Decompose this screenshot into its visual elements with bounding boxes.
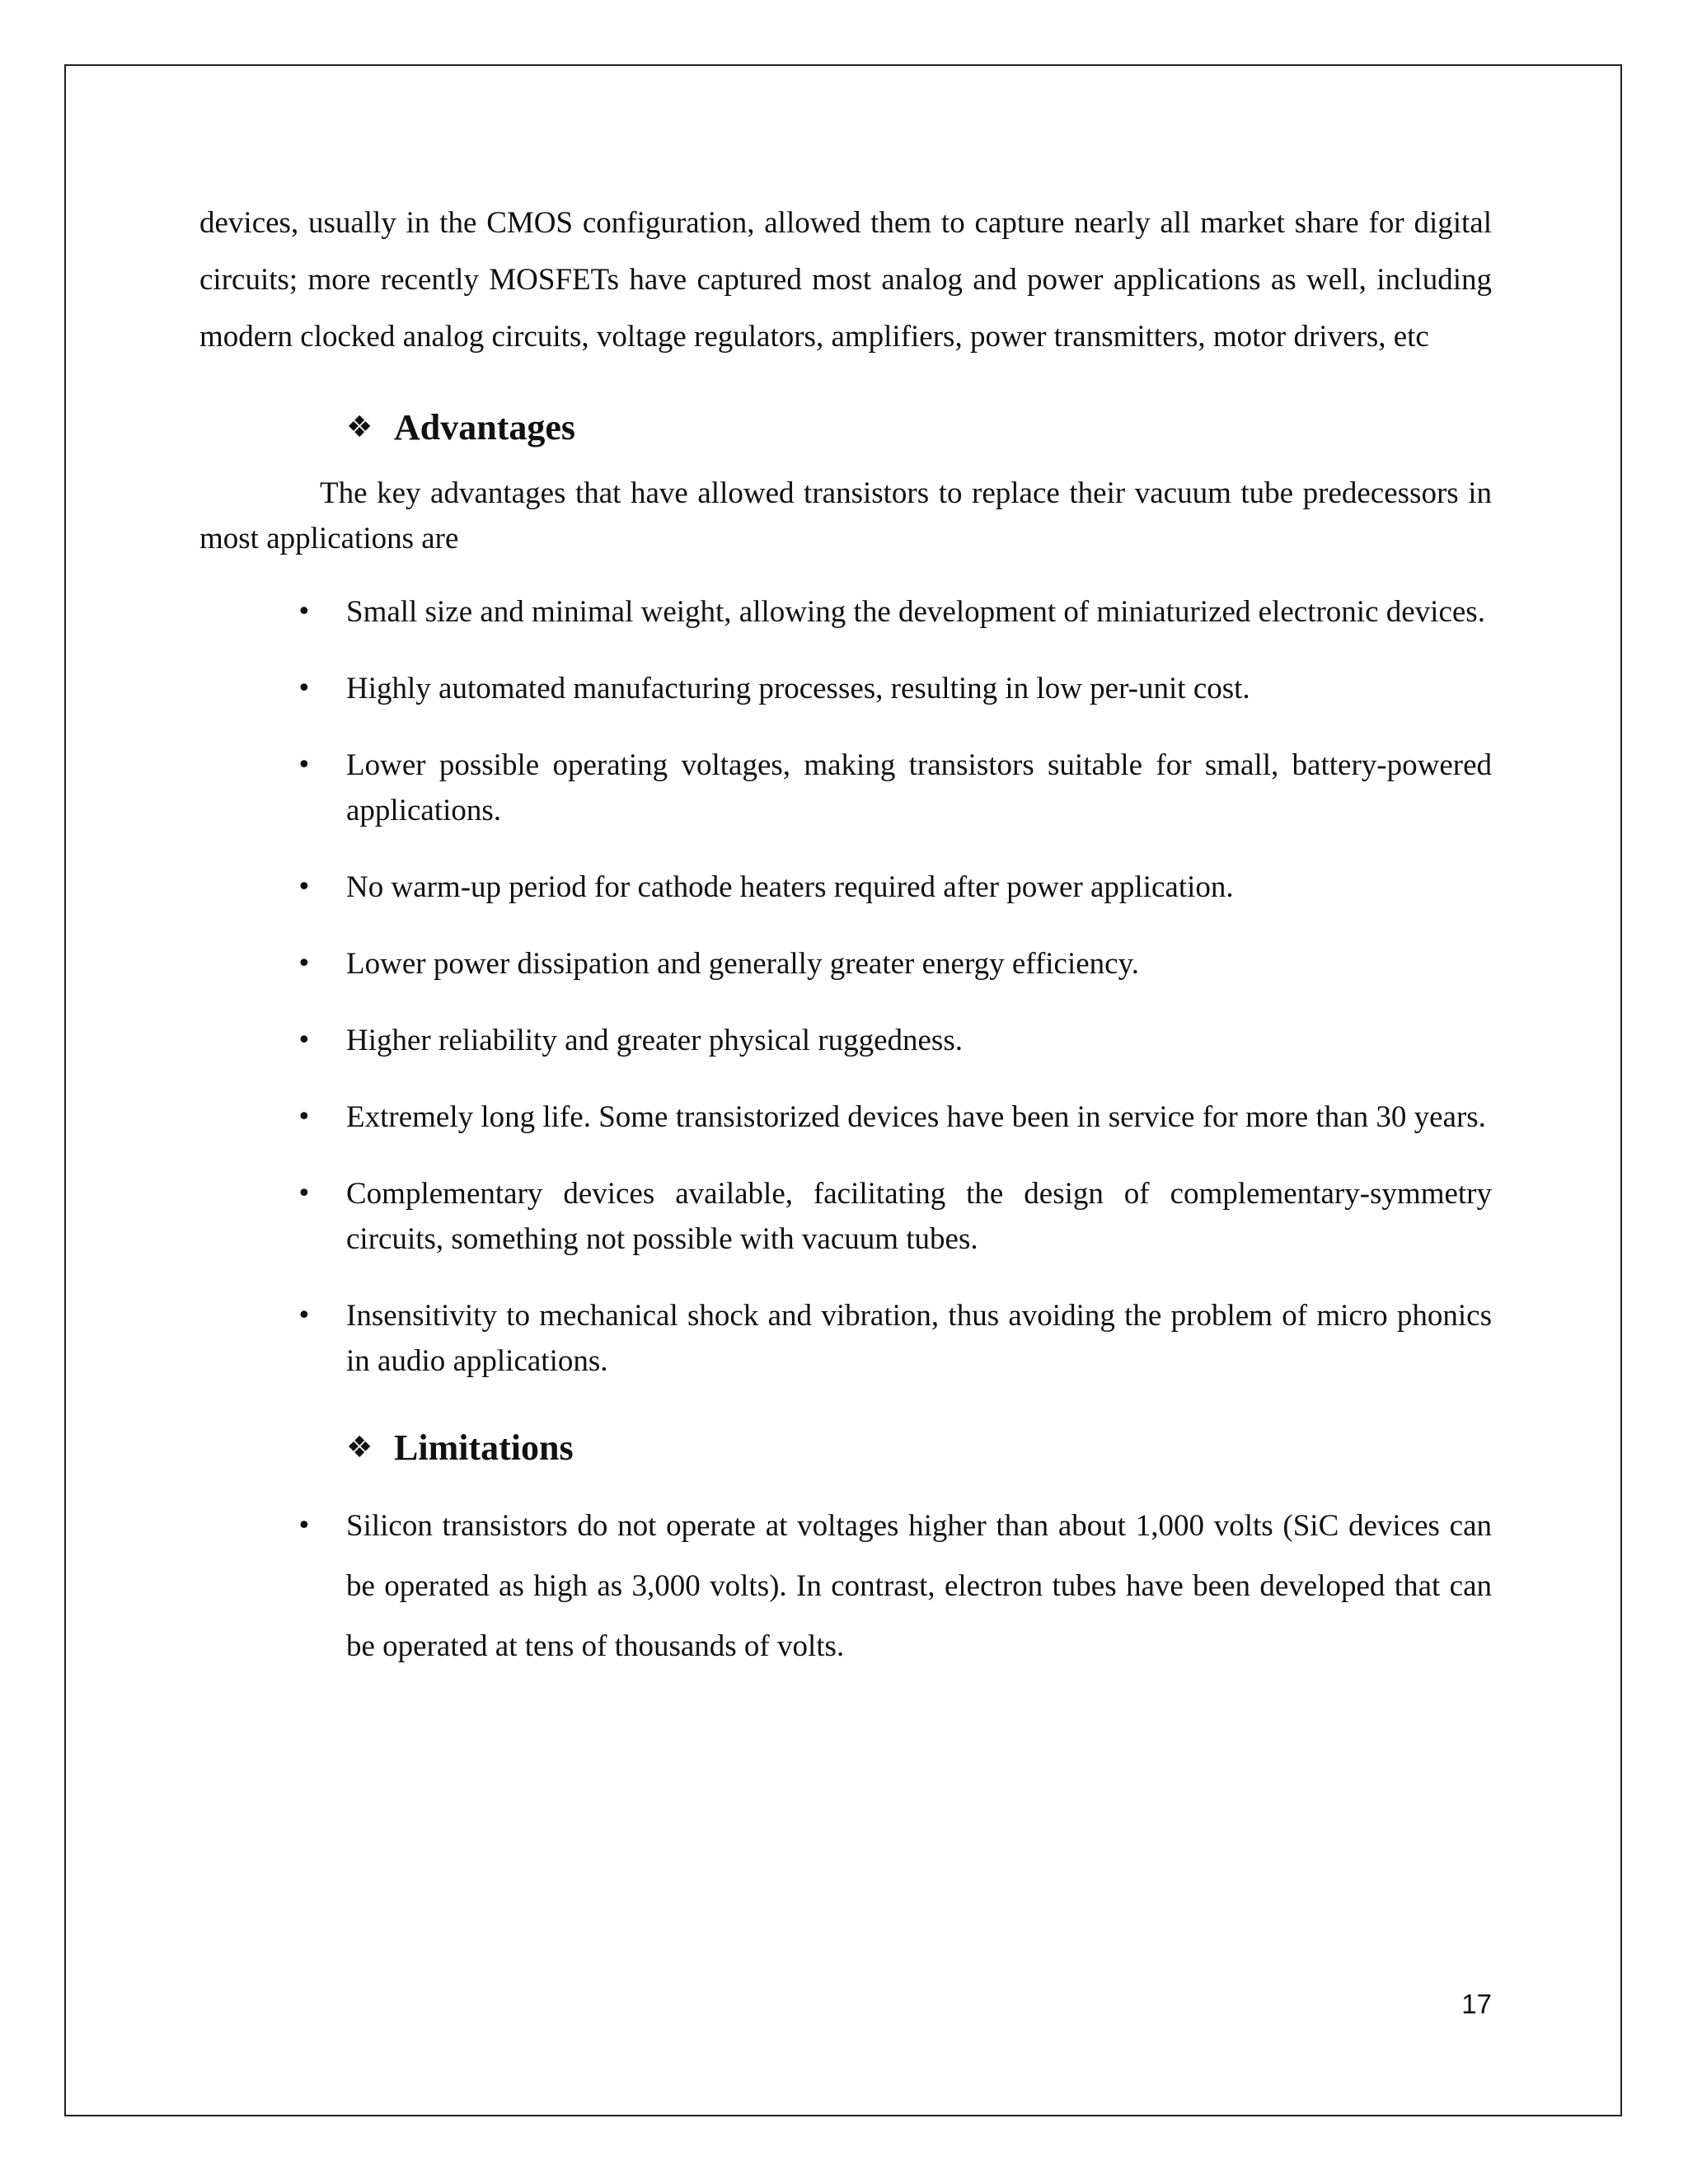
advantages-list	[199, 589, 1492, 1384]
page-number: 17	[1461, 1989, 1492, 2019]
advantages-intro: The key advantages that have allowed transistors to replace their vacuum tube predecessors in most applications are	[199, 476, 1492, 555]
list-item: • Lower possible operating voltages, making transistors suitable for small, battery-powered applications.	[199, 743, 1492, 833]
list-item: • No warm-up period for cathode heaters required after power application.	[199, 865, 1492, 910]
advantages-heading-text: Advantages	[394, 407, 576, 448]
bullet-dot-icon: •	[297, 751, 312, 780]
bullet-dot-icon: •	[297, 674, 312, 703]
bullet-dot-icon: •	[297, 949, 312, 978]
list-item: • Small size and minimal weight, allowing the development of miniaturized electronic devices.	[199, 589, 1492, 635]
list-item: • Insensitivity to mechanical shock and vibration, thus avoiding the problem of micro phonics in audio applications.	[199, 1293, 1492, 1384]
limitations-heading	[346, 1423, 1492, 1473]
bullet-dot-icon: •	[297, 1026, 312, 1055]
advantages-heading	[346, 403, 1492, 452]
list-item: • Higher reliability and greater physical ruggedness.	[199, 1018, 1492, 1063]
list-item: • Extremely long life. Some transistorized devices have been in service for more than 30 years.	[199, 1094, 1492, 1140]
four-diamond-icon: ❖	[346, 410, 373, 444]
limitations-list	[199, 1496, 1492, 1676]
list-item: • Lower power dissipation and generally greater energy efficiency.	[199, 941, 1492, 987]
bullet-dot-icon: •	[297, 1103, 312, 1132]
list-item: • Highly automated manufacturing processes, resulting in low per-unit cost.	[199, 666, 1492, 711]
continuation-paragraph: devices, usually in the CMOS configuration, allowed them to capture nearly all market share for digital circuits; more recently MOSFETs have captured most analog and power applications as well, including modern clocked analog circuits, voltage regulators, amplifiers, power transmitters, motor drivers, etc	[199, 206, 1492, 354]
limitations-heading-text: Limitations	[394, 1427, 574, 1468]
four-diamond-icon: ❖	[346, 1431, 373, 1465]
list-item: • Complementary devices available, facilitating the design of complementary-symmetry circuits, something not possible with vacuum tubes.	[199, 1171, 1492, 1262]
list-item: • Silicon transistors do not operate at voltages higher than about 1,000 volts (SiC devices can be operated as high as 3,000 volts). In contrast, electron tubes have been developed that can be operated at tens of thousands of volts.	[199, 1496, 1492, 1676]
bullet-dot-icon: •	[297, 1301, 312, 1330]
bullet-dot-icon: •	[297, 598, 312, 626]
page-content	[199, 194, 1492, 1676]
bullet-dot-icon: •	[297, 1179, 312, 1208]
bullet-dot-icon: •	[297, 1511, 312, 1540]
bullet-dot-icon: •	[297, 873, 312, 902]
